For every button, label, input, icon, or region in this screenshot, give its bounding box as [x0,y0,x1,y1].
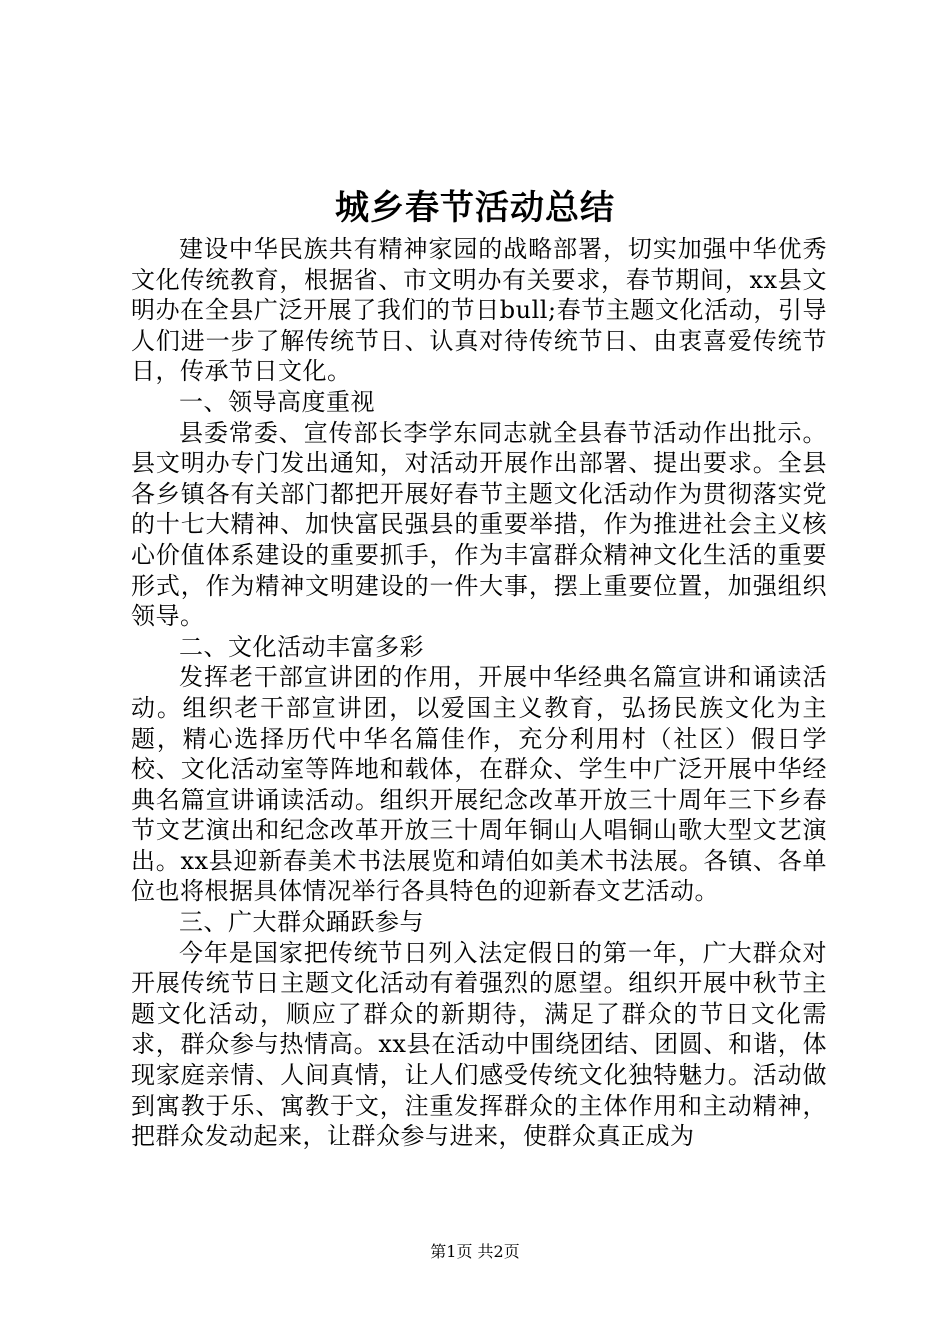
paragraph-section-3: 今年是国家把传统节日列入法定假日的第一年，广大群众对开展传统节日主题文化活动有着强烈的愿望。组织开展中秋节主题文化活动，顺应了群众的新期待，满足了群众的节日文化需求，群众参与热情高。xx县在活动中围绕团结、团圆、和谐，体现家庭亲情、人间真情，让人们感受传统文化独特魅力。活动做到寓教于乐、寓教于文，注重发挥群众的主体作用和主动精神，把群众发动起来，让群众参与进来，使群众真正成为 [131,938,827,1151]
paragraph-intro: 建设中华民族共有精神家园的战略部署，切实加强中华优秀文化传统教育，根据省、市文明办有关要求，春节期间，xx县文明办在全县广泛开展了我们的节日bull;春节主题文化活动，引导人们进一步了解传统节日、认真对待传统节日、由衷喜爱传统节日，传承节日文化。 [131,235,827,386]
section-heading-3: 三、广大群众踊跃参与 [179,908,424,937]
paragraph-section-2: 发挥老干部宣讲团的作用，开展中华经典名篇宣讲和诵读活动。组织老干部宣讲团，以爱国主义教育，弘扬民族文化为主题，精心选择历代中华名篇佳作，充分利用村（社区）假日学校、文化活动室等阵地和载体，在群众、学生中广泛开展中华经典名篇宣讲诵读活动。组织开展纪念改革开放三十周年三下乡春节文艺演出和纪念改革开放三十周年铜山人唱铜山歌大型文艺演出。xx县迎新春美术书法展览和靖伯如美术书法展。各镇、各单位也将根据具体情况举行各具特色的迎新春文艺活动。 [131,663,827,906]
document-title: 城乡春节活动总结 [335,188,615,228]
section-heading-2: 二、文化活动丰富多彩 [179,632,424,661]
paragraph-section-1: 县委常委、宣传部长李学东同志就全县春节活动作出批示。县文明办专门发出通知，对活动开展作出部署、提出要求。全县各乡镇各有关部门都把开展好春节主题文化活动作为贯彻落实党的十七大精神、加快富民强县的重要举措，作为推进社会主义核心价值体系建设的重要抓手，作为丰富群众精神文化生活的重要形式，作为精神文明建设的一件大事，摆上重要位置，加强组织领导。 [131,418,827,631]
document-body [131,234,827,1152]
page-footer: 第1页 共2页 [430,1242,520,1261]
section-heading-1: 一、领导高度重视 [179,387,375,416]
